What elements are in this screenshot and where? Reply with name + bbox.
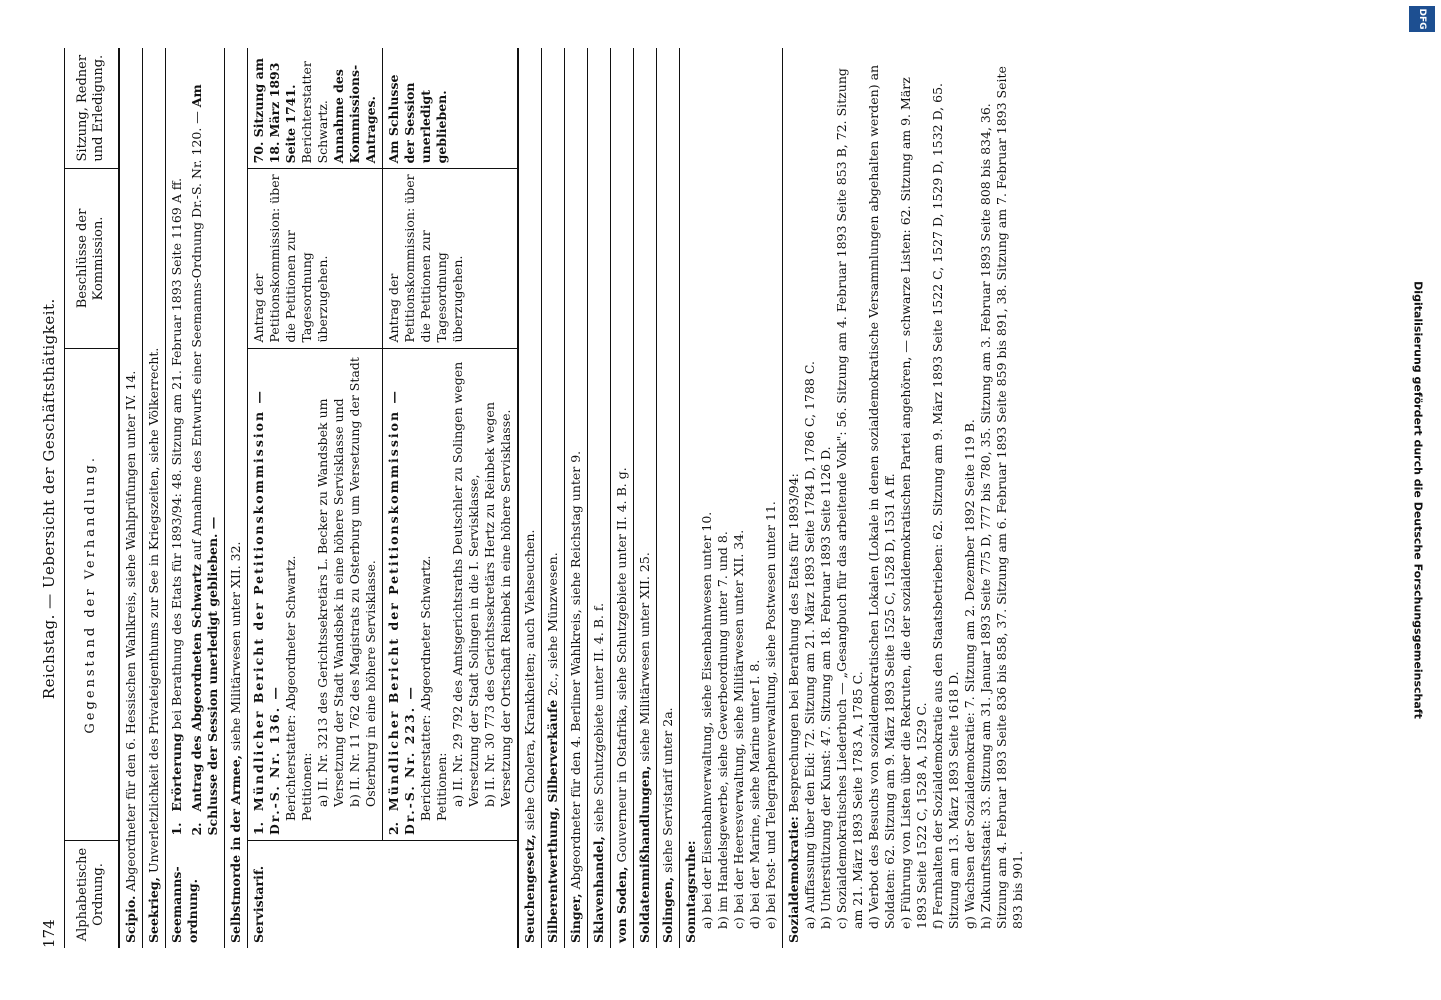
commission-decision: Antrag der Petitionskommission: über die Petitionen zur Tagesordnung überzugehen. bbox=[385, 174, 465, 343]
table-row bbox=[142, 48, 165, 948]
entry-text: siehe Cholera, Krankheiten; auch Viehseuchen. bbox=[521, 529, 537, 831]
table-row bbox=[518, 48, 542, 948]
list-item: c) Sozialdemokratisches Liederbuch — „Gesangbuch für das arbeitende Volk": 56. Sitzung am 4. Februar 1893 Seite 853 B, 72. Sitzung am 21. März 1893 Seite 1783 A, 1785 C. bbox=[833, 68, 865, 929]
table-row bbox=[587, 48, 610, 948]
entry-term: Scipio. bbox=[122, 895, 138, 943]
petition-b: b) II. Nr. 11 762 des Magistrats zu Osterburg um Versetzung der Stadt Osterburg in eine höhere Servisklasse. bbox=[346, 357, 378, 808]
table-row bbox=[382, 48, 517, 948]
petition-a: a) II. Nr. 3213 des Gerichtssekretärs L. Becker zu Wandsbek um Versetzung der Stadt Wandsbek in eine höhere Servisklasse und bbox=[314, 398, 346, 808]
table-row bbox=[541, 48, 564, 948]
entry-term: Solingen, bbox=[659, 876, 675, 943]
page-number: 174 bbox=[40, 919, 58, 948]
item-title: Erörterung bbox=[168, 733, 184, 812]
entry-text: siehe Militärwesen unter XII. 32. bbox=[227, 541, 243, 751]
entry-term: von Soden, bbox=[613, 866, 629, 943]
report-title: Mündlicher Bericht der Petitionskommission — Dr.-S. Nr. 223. — bbox=[385, 389, 417, 836]
list-item: c) bei der Heeresverwaltung, siehe Militärwesen unter XII. 34. bbox=[730, 529, 746, 929]
entry-term: Singer, bbox=[567, 893, 583, 943]
list-item: e) Führung von Listen über die Rekruten, die der sozialdemokratischen Partei angehören, — schwarze Listen: 62. Sitzung am 9. März 1893 Seite 1522 C, 1528 A, 1529 C. bbox=[897, 77, 929, 929]
entry-text: 2c., siehe Münzwesen. bbox=[544, 552, 560, 696]
entry-text: siehe Schutzgebiete unter II. 4. B. f. bbox=[590, 602, 606, 833]
simple-entries-table bbox=[517, 48, 1029, 948]
entry-text: Abgeordneter für den 6. Hessischen Wahlkreis, siehe Wahlprüfungen unter IV. 14. bbox=[122, 370, 138, 892]
list-item: a) Auffassung über den Eid: 72. Sitzung am 21. März 1893 Seite 1784 D, 1786 C, 1788 C. bbox=[801, 361, 817, 929]
entry-text: siehe Militärwesen unter XII. 25. bbox=[636, 552, 652, 762]
entry-text: Abgeordneter für den 4. Berliner Wahlkreis, siehe Reichstag unter 9. bbox=[567, 450, 583, 890]
entry-term: Soldatenmißhandlungen, bbox=[636, 765, 652, 943]
list-item: b) im Handelsgewerbe, siehe Gewerbeordnung unter 7. und 8. bbox=[714, 531, 730, 929]
digitization-stamp bbox=[1403, 0, 1433, 1000]
list-item: h) Zukunftsstaat: 33. Sitzung am 31. Januar 1893 Seite 775 D, 777 bis 780, 35. Sitzung am 3. Februar 1893 Seite 808 bis 834, 36. Sitzung am 4. Februar 1893 Seite 836 bis 858, 37. Sitzung am 6. Februar 1893 Seite 859 bis 891, 38. Sitzung am 7. Februar 1893 Seite 893 bis 901. bbox=[977, 66, 1025, 929]
table-row bbox=[656, 48, 679, 948]
table-row bbox=[610, 48, 633, 948]
petitions-label: Petitionen: bbox=[433, 752, 449, 822]
list-item: d) bei der Marine, siehe Marine unter I. 8. bbox=[746, 659, 762, 929]
table-row bbox=[119, 48, 143, 948]
petition-b: b) II. Nr. 30 773 des Gerichtssekretärs Hertz zu Reinbek wegen Versetzung der Ortschaft Reinbek in eine höhere Servisklasse. bbox=[481, 402, 513, 808]
reporter: Berichterstatter: Abgeordneter Schwartz. bbox=[282, 555, 298, 822]
list-item: g) Wachsen der Sozialdemokratie: 7. Sitzung am 2. Dezember 1892 Seite 119 B. bbox=[961, 419, 977, 929]
entry-term: Sklavenhandel, bbox=[590, 836, 606, 943]
item-text: auf Annahme des Entwurfs einer Seemanns-Ordnung Dr.-S. Nr. 120. — bbox=[188, 111, 204, 561]
entry-term: Sozialdemokratie: bbox=[785, 816, 801, 943]
table-row bbox=[782, 48, 1029, 948]
item-title: Antrag des Abgeordneten Schwartz bbox=[188, 564, 204, 812]
session-result: Annahme des Kommissions-Antrages. bbox=[330, 64, 378, 164]
overview-table bbox=[65, 48, 517, 948]
item-number: 1. bbox=[168, 822, 184, 836]
entry-text: Besprechungen bei Berathung des Etats für 1893/94: bbox=[785, 473, 801, 813]
table-header bbox=[65, 48, 119, 948]
table-row bbox=[224, 48, 247, 948]
list-item: b) Unterstützung der Kunst: 47. Sitzung am 18. Februar 1893 Seite 1126 D. bbox=[817, 446, 833, 929]
list-item: f) Fernhalten der Sozialdemokratie aus den Staatsbetrieben: 62. Sitzung am 9. März 1893 Seite 1522 C, 1527 D, 1529 D, 1532 D, 65. Sitzung am 13. März 1893 Seite 1618 D. bbox=[929, 82, 961, 929]
item-text: bei Berathung des Etats für 1893/94: 48. Sitzung am 21. Februar 1893 Seite 1169 A ff. bbox=[168, 177, 184, 730]
entry-text: siehe Servistarif unter 2a. bbox=[659, 707, 675, 873]
col-subject: Gegenstand der Verhandlung. bbox=[65, 348, 119, 841]
col-alphabetic: Alphabetische Ordnung. bbox=[65, 841, 119, 948]
col-session: Sitzung, Redner und Erledigung. bbox=[65, 48, 119, 169]
petitions-label: Petitionen: bbox=[298, 752, 314, 822]
table-row bbox=[165, 48, 224, 948]
stamp-text: Digitalisierung gefördert durch die Deutsche Forschungsgemeinschaft bbox=[1411, 281, 1425, 719]
petition-a: a) II. Nr. 29 792 des Amtsgerichtsraths Deutschler zu Solingen wegen Versetzung der Stadt Solingen in die I. Servisklasse, bbox=[449, 361, 481, 808]
entry-text: Unverletzlichkeit des Privateigenthums zur See in Kriegszeiten, siehe Völkerrecht. bbox=[145, 347, 161, 874]
commission-decision: Antrag der Petitionskommission: über die Petitionen zur Tagesordnung überzugehen. bbox=[250, 174, 330, 343]
dfg-logo: DFG bbox=[1409, 6, 1435, 32]
entry-term: Servistarif. bbox=[250, 865, 266, 943]
running-title: Reichstag. — Uebersicht der Geschäftsthätigkeit. bbox=[40, 298, 58, 700]
session-ref: 70. Sitzung am 18. März 1893 Seite 1741. bbox=[250, 58, 298, 164]
table-row bbox=[633, 48, 656, 948]
list-item: e) bei Post- und Telegraphenverwaltung, siehe Postwesen unter 11. bbox=[762, 501, 778, 929]
entry-term: Seuchengesetz, bbox=[521, 834, 537, 943]
table-row bbox=[564, 48, 587, 948]
item-number: 2. bbox=[188, 822, 204, 836]
list-item: a) bei der Eisenbahnverwaltung, siehe Eisenbahnwesen unter 10. bbox=[698, 511, 714, 929]
item-number: 1. bbox=[250, 821, 266, 836]
entry-term: Seemanns-ordnung. bbox=[168, 866, 200, 943]
reporter: Berichterstatter: Abgeordneter Schwartz. bbox=[417, 555, 433, 822]
entry-term: Silberentwerthung, Silberverkäufe bbox=[544, 699, 560, 943]
entry-term: Sonntagsruhe: bbox=[682, 840, 698, 943]
entry-term: Selbstmorde in der Armee, bbox=[227, 754, 243, 943]
list-item: d) Verbot des Besuchs von sozialdemokratischen Lokalen (Lokale in denen sozialdemokratische Versammlungen abgehalten werden) an Soldaten: 62. Sitzung am 9. März 1893 Seite 1525 C, 1528 D, 1531 A ff. bbox=[865, 64, 897, 929]
table-row bbox=[679, 48, 782, 948]
item-number: 2. bbox=[385, 821, 401, 836]
report-title: Mündlicher Bericht der Petitionskommission — Dr.-S. Nr. 136. — bbox=[250, 389, 282, 836]
entry-text: Gouverneur in Ostafrika, siehe Schutzgebiete unter II. 4. B. g. bbox=[613, 467, 629, 863]
item-result: Am Schlusse der Session unerledigt geblieben. — bbox=[188, 84, 220, 836]
col-decisions: Beschlüsse der Kommission. bbox=[65, 169, 119, 348]
table-row bbox=[247, 48, 382, 948]
page-header bbox=[40, 48, 65, 948]
session-result: Am Schlusse der Session unerledigt geblieben. bbox=[385, 74, 449, 164]
entry-term: Seekrieg, bbox=[145, 877, 161, 943]
session-reporter: Berichterstatter Schwartz. bbox=[298, 61, 330, 164]
